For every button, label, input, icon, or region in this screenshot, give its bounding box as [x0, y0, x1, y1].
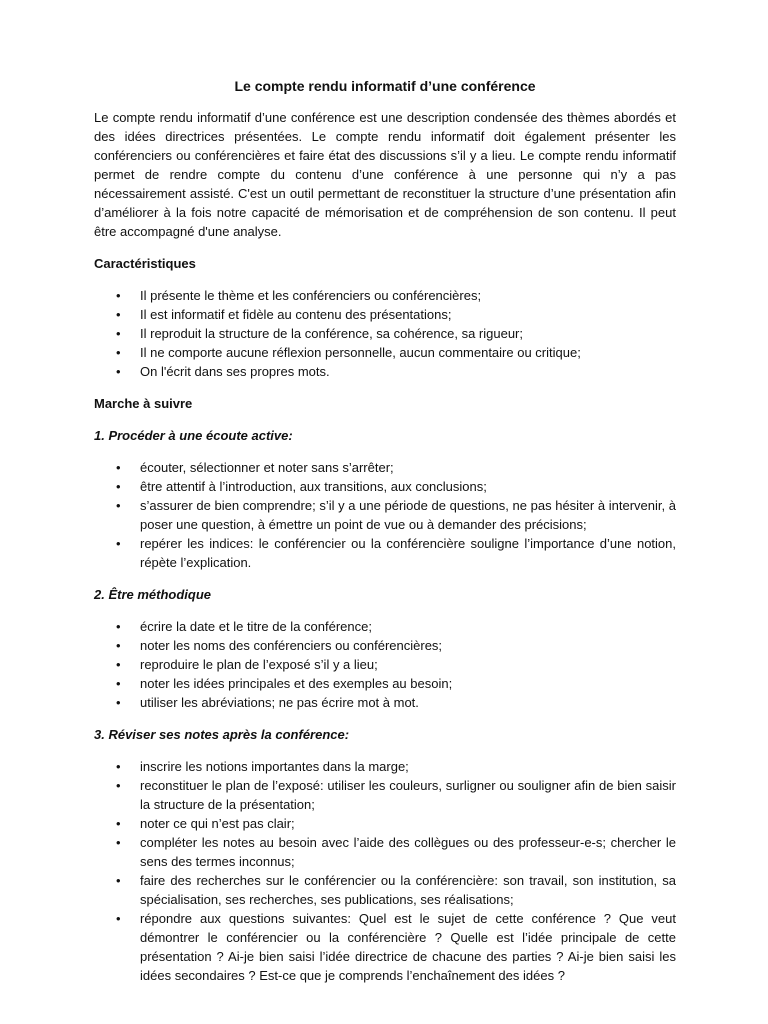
- bullet-icon: •: [116, 479, 121, 494]
- document-title: Le compte rendu informatif d’une conférence: [234, 78, 536, 94]
- characteristics-list: [94, 286, 676, 381]
- list-item: • Il est informatif et fidèle au contenu des présentations;: [116, 307, 452, 322]
- bullet-icon: •: [116, 778, 121, 793]
- list-item: • noter ce qui n’est pas clair;: [116, 816, 295, 831]
- list-item: • répondre aux questions suivantes: Quel est le sujet de cette conférence ? Que veut démontrer le conférencier ou la conférencière ? Quelle est l’idée principale de cette présentation ? Ai-je bien saisi l’idée directrice de chacune des parties ? Ai-je bien saisi les idées secondaires ? Est-ce que je comprends l’enchaînement des idées ?: [116, 911, 676, 983]
- list-item: • compléter les notes au besoin avec l’aide des collègues ou des professeur-e-s; chercher le sens des termes inconnus;: [116, 835, 676, 869]
- list-item: • être attentif à l’introduction, aux transitions, aux conclusions;: [116, 479, 487, 494]
- bullet-icon: •: [116, 307, 121, 322]
- bullet-icon: •: [116, 345, 121, 360]
- steps-heading: Marche à suivre: [94, 396, 193, 411]
- bullet-icon: •: [116, 536, 121, 551]
- bullet-icon: •: [116, 695, 121, 710]
- list-item: • repérer les indices: le conférencier ou la conférencière souligne l’importance d’une notion, répète l’explication.: [116, 536, 676, 570]
- bullet-icon: •: [116, 676, 121, 691]
- document-page: [94, 76, 676, 998]
- step3-list: [94, 757, 676, 985]
- list-item: • faire des recherches sur le conférencier ou la conférencière: son travail, son institution, sa spécialisation, ses recherches, ses publications, ses réalisations;: [116, 873, 676, 907]
- list-item: • On l'écrit dans ses propres mots.: [116, 364, 330, 379]
- list-item: • s’assurer de bien comprendre; s’il y a une période de questions, ne pas hésiter à intervenir, à poser une question, à émettre un point de vue ou à demander des précisions;: [116, 498, 676, 532]
- bullet-icon: •: [116, 759, 121, 774]
- list-item: • reproduire le plan de l’exposé s’il y a lieu;: [116, 657, 378, 672]
- bullet-icon: •: [116, 288, 121, 303]
- bullet-icon: •: [116, 498, 121, 513]
- characteristics-heading: Caractéristiques: [94, 256, 196, 271]
- bullet-icon: •: [116, 326, 121, 341]
- bullet-icon: •: [116, 364, 121, 379]
- list-item: • noter les noms des conférenciers ou conférencières;: [116, 638, 443, 653]
- bullet-icon: •: [116, 657, 121, 672]
- intro-paragraph: Le compte rendu informatif d’une conférence est une description condensée des thèmes abordés et des idées directrices présentées. Le compte rendu informatif doit également présenter les conférenciers ou conférencières et faire état des discussions s’il y a lieu. Le compte rendu informatif permet de rendre compte du contenu d’une conférence à une personne qui n’y a pas nécessairement assisté. C'est un outil permettant de reconstituer la structure d’une présentation afin d’améliorer à la fois notre capacité de mémorisation et de compréhension de son contenu. Il peut être accompagné d'une analyse.: [94, 110, 676, 239]
- step2-list: [94, 617, 676, 712]
- step1-list: [94, 458, 676, 572]
- step3-heading: 3. Réviser ses notes après la conférence:: [94, 727, 350, 742]
- bullet-icon: •: [116, 911, 121, 926]
- step2-heading: 2. Être méthodique: [94, 587, 212, 602]
- list-item: • inscrire les notions importantes dans la marge;: [116, 759, 409, 774]
- bullet-icon: •: [116, 873, 121, 888]
- bullet-icon: •: [116, 460, 121, 475]
- list-item: • utiliser les abréviations; ne pas écrire mot à mot.: [116, 695, 419, 710]
- bullet-icon: •: [116, 638, 121, 653]
- step1-heading: 1. Procéder à une écoute active:: [94, 428, 293, 443]
- list-item: • noter les idées principales et des exemples au besoin;: [116, 676, 453, 691]
- list-item: • Il reproduit la structure de la conférence, sa cohérence, sa rigueur;: [116, 326, 523, 341]
- bullet-icon: •: [116, 619, 121, 634]
- bullet-icon: •: [116, 816, 121, 831]
- list-item: • écouter, sélectionner et noter sans s’arrêter;: [116, 460, 394, 475]
- list-item: • Il ne comporte aucune réflexion personnelle, aucun commentaire ou critique;: [116, 345, 581, 360]
- bullet-icon: •: [116, 835, 121, 850]
- list-item: • reconstituer le plan de l’exposé: utiliser les couleurs, surligner ou souligner afin de bien saisir la structure de la présentation;: [116, 778, 676, 812]
- list-item: • écrire la date et le titre de la conférence;: [116, 619, 372, 634]
- list-item: • Il présente le thème et les conférenciers ou conférencières;: [116, 288, 482, 303]
